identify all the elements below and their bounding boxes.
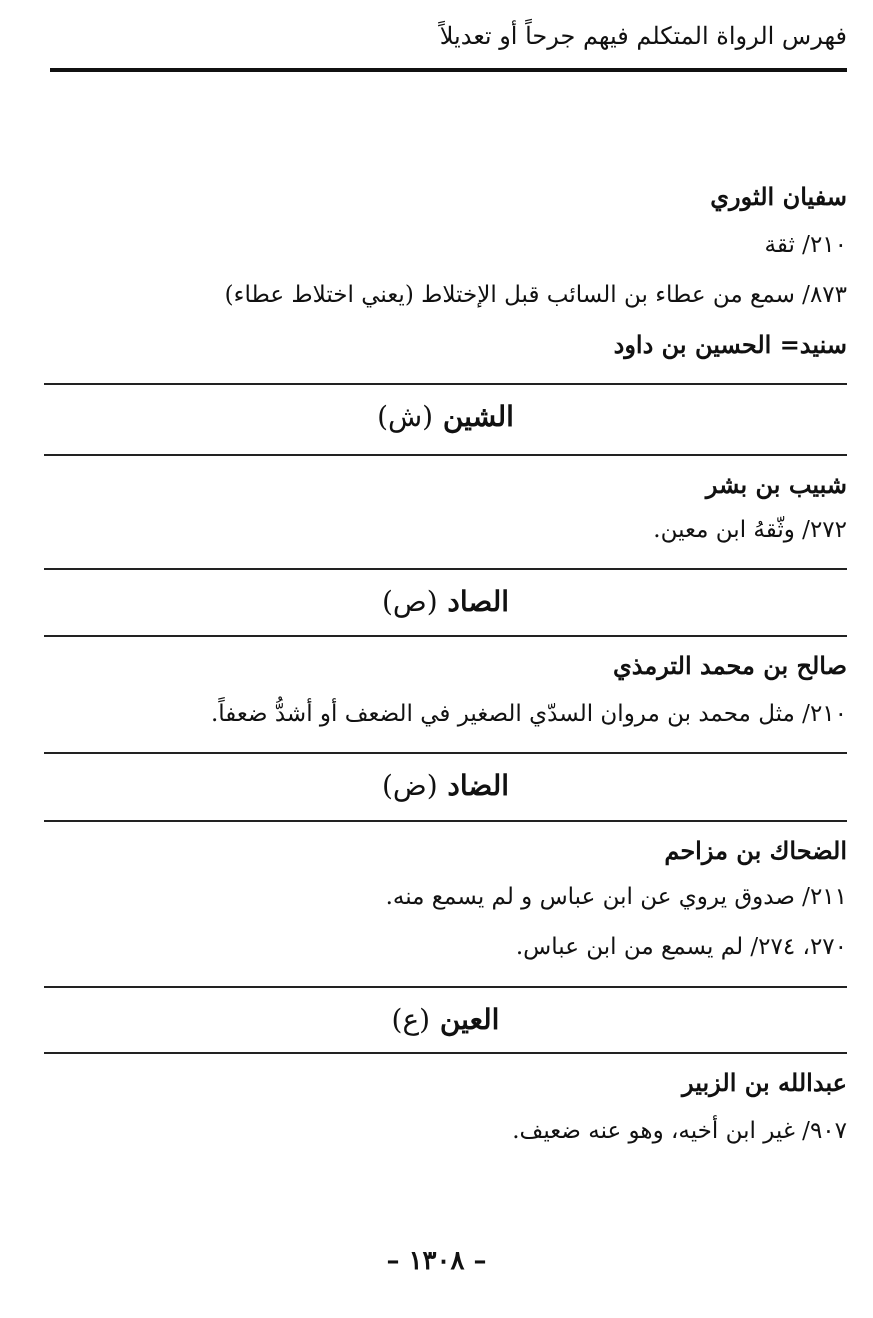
section-heading (44, 400, 847, 433)
section-heading-title: العين (439, 1003, 500, 1036)
section-heading-title: الشين (442, 400, 514, 433)
running-header-title: فهرس الرواة المتكلم فيهم جرحاً أو تعديلاً (439, 22, 847, 50)
section-rule (44, 986, 847, 988)
section-heading-title: الضاد (447, 769, 510, 802)
narrator-name: الضحاك بن مزاحم (664, 836, 847, 865)
narrator-name: صالح بن محمد الترمذي (612, 651, 847, 680)
section-heading (44, 585, 847, 618)
narrator-name: سنيد= الحسين بن داود (613, 330, 847, 359)
narrator-name: سفيان الثوري (710, 182, 847, 211)
narrator-name: عبدالله بن الزبير (682, 1068, 847, 1097)
narrator-reference: ٢١١/ صدوق يروي عن ابن عباس و لم يسمع منه. (385, 884, 847, 910)
section-rule (44, 568, 847, 570)
section-rule (44, 635, 847, 637)
section-heading (44, 1003, 847, 1036)
section-rule (44, 454, 847, 456)
section-heading (44, 769, 847, 802)
section-rule (44, 820, 847, 822)
narrator-reference: ٩٠٧/ غير ابن أخيه، وهو عنه ضعيف. (512, 1118, 847, 1144)
section-heading-letter: (ض) (381, 769, 438, 802)
section-heading-title: الصاد (447, 585, 510, 618)
section-rule (44, 752, 847, 754)
header-rule (50, 68, 847, 72)
section-rule (44, 383, 847, 385)
narrator-reference: ٢٧٠، ٢٧٤/ لم يسمع من ابن عباس. (515, 934, 847, 960)
narrator-reference: ٢٧٢/ وثّقهُ ابن معين. (653, 517, 847, 543)
section-heading-letter: (ش) (377, 400, 434, 433)
narrator-name: شبيب بن بشر (705, 470, 847, 499)
narrator-reference: ٨٧٣/ سمع من عطاء بن السائب قبل الإختلاط (يعني اختلاط عطاء) (224, 282, 847, 308)
section-heading-letter: (ع) (391, 1003, 431, 1036)
section-heading-letter: (ص) (381, 585, 438, 618)
narrator-reference: ٢١٠/ مثل محمد بن مروان السدّي الصغير في الضعف أو أشدُّ ضعفاً. (210, 701, 847, 727)
section-rule (44, 1052, 847, 1054)
narrator-reference: ٢١٠/ ثقة (764, 232, 847, 258)
page-number: – ١٣٠٨ – (386, 1246, 487, 1276)
